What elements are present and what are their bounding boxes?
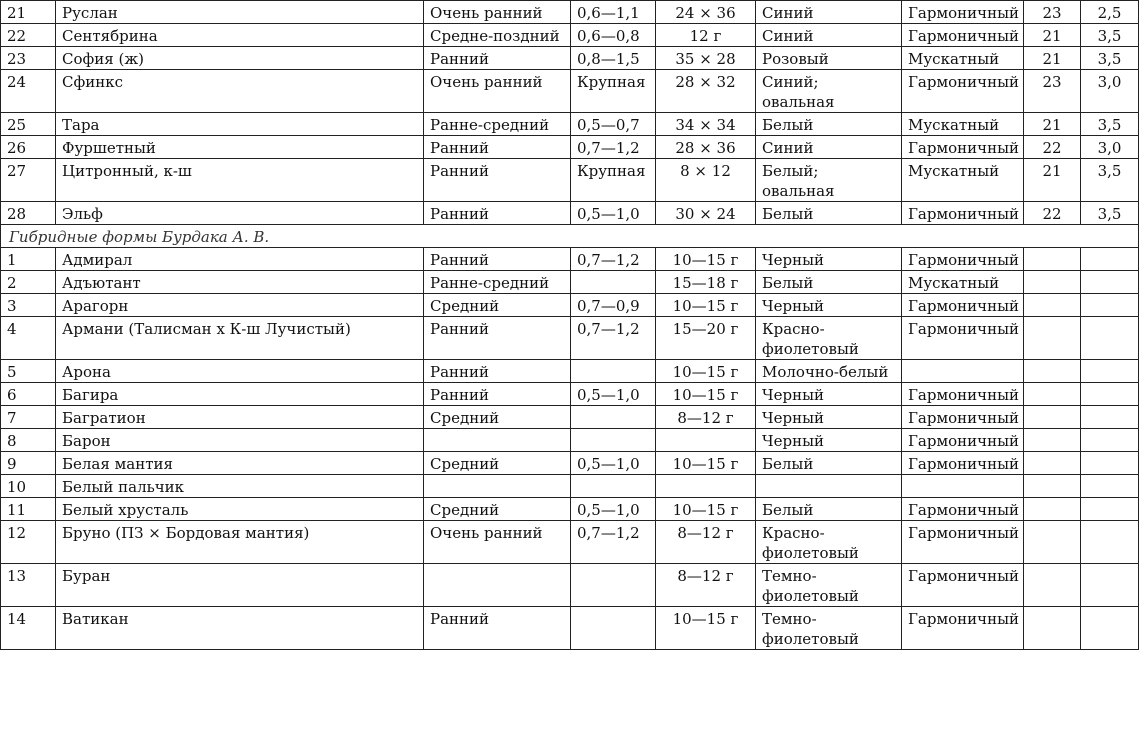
- variety-name-cell: Цитронный, к-ш: [56, 159, 424, 202]
- bunch-mass-cell: 0,5—1,0: [571, 383, 656, 406]
- berry-color-cell: Черный: [756, 248, 902, 271]
- value-b-cell: [1081, 294, 1139, 317]
- row-number-cell: 1: [1, 248, 56, 271]
- variety-name-cell: Сфинкс: [56, 70, 424, 113]
- value-b-cell: [1081, 498, 1139, 521]
- taste-cell: Гармоничный: [902, 1, 1024, 24]
- berry-color-cell: Синий; овальная: [756, 70, 902, 113]
- value-a-cell: [1024, 383, 1081, 406]
- table-row: [1, 159, 1139, 202]
- berry-size-cell: 8—12 г: [656, 521, 756, 564]
- berry-size-cell: 28 × 32: [656, 70, 756, 113]
- taste-cell: Гармоничный: [902, 136, 1024, 159]
- taste-cell: [902, 475, 1024, 498]
- value-b-cell: 3,0: [1081, 70, 1139, 113]
- value-b-cell: 3,0: [1081, 136, 1139, 159]
- table-row: [1, 271, 1139, 294]
- row-number-cell: 6: [1, 383, 56, 406]
- variety-name-cell: София (ж): [56, 47, 424, 70]
- berry-size-cell: 30 × 24: [656, 202, 756, 225]
- value-b-cell: [1081, 521, 1139, 564]
- table-row: [1, 360, 1139, 383]
- value-a-cell: 22: [1024, 202, 1081, 225]
- value-a-cell: [1024, 406, 1081, 429]
- row-number-cell: 9: [1, 452, 56, 475]
- table-row: [1, 498, 1139, 521]
- value-b-cell: 3,5: [1081, 159, 1139, 202]
- berry-color-cell: Темно-фиолетовый: [756, 607, 902, 650]
- ripening-term-cell: Ранний: [424, 607, 571, 650]
- ripening-term-cell: Ранний: [424, 136, 571, 159]
- berry-color-cell: Черный: [756, 406, 902, 429]
- value-b-cell: 3,5: [1081, 24, 1139, 47]
- value-b-cell: 2,5: [1081, 1, 1139, 24]
- bunch-mass-cell: Крупная: [571, 159, 656, 202]
- value-a-cell: [1024, 475, 1081, 498]
- value-b-cell: [1081, 271, 1139, 294]
- table-row: [1, 202, 1139, 225]
- table-row: [1, 136, 1139, 159]
- variety-name-cell: Адмирал: [56, 248, 424, 271]
- row-number-cell: 14: [1, 607, 56, 650]
- ripening-term-cell: Ранний: [424, 317, 571, 360]
- berry-size-cell: 10—15 г: [656, 607, 756, 650]
- row-number-cell: 12: [1, 521, 56, 564]
- variety-name-cell: Эльф: [56, 202, 424, 225]
- table-row: [1, 1, 1139, 24]
- taste-cell: Гармоничный: [902, 607, 1024, 650]
- ripening-term-cell: Средне-поздний: [424, 24, 571, 47]
- value-a-cell: [1024, 294, 1081, 317]
- value-b-cell: [1081, 429, 1139, 452]
- berry-size-cell: 12 г: [656, 24, 756, 47]
- ripening-term-cell: Ранний: [424, 360, 571, 383]
- table-row: [1, 113, 1139, 136]
- table-row: [1, 564, 1139, 607]
- variety-name-cell: Багратион: [56, 406, 424, 429]
- row-number-cell: 25: [1, 113, 56, 136]
- ripening-term-cell: Средний: [424, 452, 571, 475]
- bunch-mass-cell: 0,7—1,2: [571, 521, 656, 564]
- value-a-cell: [1024, 564, 1081, 607]
- ripening-term-cell: Ранний: [424, 47, 571, 70]
- bunch-mass-cell: 0,5—1,0: [571, 202, 656, 225]
- row-number-cell: 22: [1, 24, 56, 47]
- berry-size-cell: 10—15 г: [656, 383, 756, 406]
- table-row: [1, 452, 1139, 475]
- bunch-mass-cell: 0,5—0,7: [571, 113, 656, 136]
- berry-color-cell: Белый; овальная: [756, 159, 902, 202]
- row-number-cell: 21: [1, 1, 56, 24]
- taste-cell: Гармоничный: [902, 452, 1024, 475]
- variety-name-cell: Белый хрусталь: [56, 498, 424, 521]
- variety-name-cell: Белая мантия: [56, 452, 424, 475]
- berry-color-cell: Синий: [756, 136, 902, 159]
- variety-name-cell: Арона: [56, 360, 424, 383]
- variety-name-cell: Тара: [56, 113, 424, 136]
- value-a-cell: [1024, 317, 1081, 360]
- row-number-cell: 27: [1, 159, 56, 202]
- variety-name-cell: Адъютант: [56, 271, 424, 294]
- berry-color-cell: Розовый: [756, 47, 902, 70]
- bunch-mass-cell: [571, 406, 656, 429]
- value-a-cell: 21: [1024, 159, 1081, 202]
- table-row: [1, 383, 1139, 406]
- berry-size-cell: 24 × 36: [656, 1, 756, 24]
- variety-name-cell: Бруно (ПЗ × Бордовая мантия): [56, 521, 424, 564]
- bunch-mass-cell: 0,5—1,0: [571, 498, 656, 521]
- table-row: [1, 406, 1139, 429]
- taste-cell: [902, 360, 1024, 383]
- table-row: [1, 248, 1139, 271]
- berry-size-cell: 10—15 г: [656, 360, 756, 383]
- berry-size-cell: 34 × 34: [656, 113, 756, 136]
- bunch-mass-cell: 0,7—0,9: [571, 294, 656, 317]
- value-b-cell: 3,5: [1081, 113, 1139, 136]
- ripening-term-cell: Очень ранний: [424, 521, 571, 564]
- bunch-mass-cell: [571, 360, 656, 383]
- table-row: [1, 24, 1139, 47]
- variety-name-cell: Фуршетный: [56, 136, 424, 159]
- taste-cell: Гармоничный: [902, 406, 1024, 429]
- variety-name-cell: Ватикан: [56, 607, 424, 650]
- taste-cell: Гармоничный: [902, 294, 1024, 317]
- ripening-term-cell: Ранний: [424, 383, 571, 406]
- value-a-cell: [1024, 429, 1081, 452]
- value-a-cell: [1024, 248, 1081, 271]
- variety-name-cell: Багира: [56, 383, 424, 406]
- berry-color-cell: Белый: [756, 498, 902, 521]
- berry-size-cell: [656, 429, 756, 452]
- bunch-mass-cell: 0,7—1,2: [571, 136, 656, 159]
- taste-cell: Гармоничный: [902, 317, 1024, 360]
- value-b-cell: [1081, 452, 1139, 475]
- bunch-mass-cell: [571, 607, 656, 650]
- taste-cell: Гармоничный: [902, 202, 1024, 225]
- variety-name-cell: Армани (Талисман х К-ш Лучистый): [56, 317, 424, 360]
- taste-cell: Гармоничный: [902, 521, 1024, 564]
- row-number-cell: 3: [1, 294, 56, 317]
- bunch-mass-cell: 0,7—1,2: [571, 317, 656, 360]
- table-row: [1, 429, 1139, 452]
- row-number-cell: 13: [1, 564, 56, 607]
- variety-name-cell: Белый пальчик: [56, 475, 424, 498]
- ripening-term-cell: [424, 564, 571, 607]
- berry-size-cell: 28 × 36: [656, 136, 756, 159]
- berry-color-cell: Белый: [756, 113, 902, 136]
- berry-size-cell: 10—15 г: [656, 294, 756, 317]
- bunch-mass-cell: 0,5—1,0: [571, 452, 656, 475]
- row-number-cell: 2: [1, 271, 56, 294]
- ripening-term-cell: Ранне-средний: [424, 271, 571, 294]
- value-a-cell: 21: [1024, 24, 1081, 47]
- berry-color-cell: [756, 475, 902, 498]
- berry-color-cell: Черный: [756, 429, 902, 452]
- ripening-term-cell: Средний: [424, 294, 571, 317]
- taste-cell: Мускатный: [902, 159, 1024, 202]
- berry-color-cell: Синий: [756, 1, 902, 24]
- table-row: [1, 521, 1139, 564]
- value-a-cell: 22: [1024, 136, 1081, 159]
- value-b-cell: [1081, 475, 1139, 498]
- berry-color-cell: Синий: [756, 24, 902, 47]
- variety-name-cell: Руслан: [56, 1, 424, 24]
- ripening-term-cell: [424, 475, 571, 498]
- ripening-term-cell: Ранне-средний: [424, 113, 571, 136]
- berry-size-cell: 8—12 г: [656, 564, 756, 607]
- section-title: Гибридные формы Бурдака А. В.: [1, 225, 1139, 248]
- taste-cell: Гармоничный: [902, 383, 1024, 406]
- row-number-cell: 28: [1, 202, 56, 225]
- berry-size-cell: 10—15 г: [656, 248, 756, 271]
- berry-color-cell: Белый: [756, 271, 902, 294]
- value-a-cell: [1024, 498, 1081, 521]
- taste-cell: Гармоничный: [902, 564, 1024, 607]
- value-a-cell: [1024, 360, 1081, 383]
- table-row: [1, 47, 1139, 70]
- berry-color-cell: Белый: [756, 452, 902, 475]
- bunch-mass-cell: 0,6—1,1: [571, 1, 656, 24]
- value-a-cell: [1024, 607, 1081, 650]
- taste-cell: Мускатный: [902, 113, 1024, 136]
- table-row: [1, 317, 1139, 360]
- bunch-mass-cell: Крупная: [571, 70, 656, 113]
- value-b-cell: 3,5: [1081, 202, 1139, 225]
- variety-name-cell: Арагорн: [56, 294, 424, 317]
- section-row: [1, 225, 1139, 248]
- berry-size-cell: 35 × 28: [656, 47, 756, 70]
- berry-size-cell: 8—12 г: [656, 406, 756, 429]
- row-number-cell: 5: [1, 360, 56, 383]
- value-b-cell: [1081, 564, 1139, 607]
- ripening-term-cell: Ранний: [424, 248, 571, 271]
- table-row: [1, 70, 1139, 113]
- bunch-mass-cell: [571, 271, 656, 294]
- row-number-cell: 23: [1, 47, 56, 70]
- taste-cell: Мускатный: [902, 47, 1024, 70]
- value-a-cell: 23: [1024, 1, 1081, 24]
- variety-name-cell: Буран: [56, 564, 424, 607]
- variety-name-cell: Барон: [56, 429, 424, 452]
- taste-cell: Гармоничный: [902, 24, 1024, 47]
- berry-color-cell: Молочно-белый: [756, 360, 902, 383]
- row-number-cell: 8: [1, 429, 56, 452]
- value-b-cell: [1081, 383, 1139, 406]
- value-a-cell: 23: [1024, 70, 1081, 113]
- bunch-mass-cell: 0,6—0,8: [571, 24, 656, 47]
- berry-color-cell: Черный: [756, 294, 902, 317]
- bunch-mass-cell: [571, 564, 656, 607]
- row-number-cell: 11: [1, 498, 56, 521]
- taste-cell: Гармоничный: [902, 429, 1024, 452]
- berry-size-cell: 15—20 г: [656, 317, 756, 360]
- bunch-mass-cell: 0,8—1,5: [571, 47, 656, 70]
- bunch-mass-cell: [571, 475, 656, 498]
- value-a-cell: 21: [1024, 113, 1081, 136]
- value-b-cell: [1081, 607, 1139, 650]
- value-a-cell: [1024, 271, 1081, 294]
- ripening-term-cell: Очень ранний: [424, 1, 571, 24]
- ripening-term-cell: [424, 429, 571, 452]
- berry-color-cell: Красно-фиолетовый: [756, 317, 902, 360]
- value-a-cell: 21: [1024, 47, 1081, 70]
- variety-name-cell: Сентябрина: [56, 24, 424, 47]
- berry-color-cell: Черный: [756, 383, 902, 406]
- taste-cell: Гармоничный: [902, 70, 1024, 113]
- berry-size-cell: 10—15 г: [656, 452, 756, 475]
- row-number-cell: 24: [1, 70, 56, 113]
- value-a-cell: [1024, 452, 1081, 475]
- ripening-term-cell: Ранний: [424, 202, 571, 225]
- taste-cell: Гармоничный: [902, 248, 1024, 271]
- value-a-cell: [1024, 521, 1081, 564]
- value-b-cell: [1081, 248, 1139, 271]
- bunch-mass-cell: [571, 429, 656, 452]
- value-b-cell: [1081, 360, 1139, 383]
- berry-color-cell: Белый: [756, 202, 902, 225]
- ripening-term-cell: Очень ранний: [424, 70, 571, 113]
- ripening-term-cell: Ранний: [424, 159, 571, 202]
- berry-size-cell: 8 × 12: [656, 159, 756, 202]
- berry-size-cell: 15—18 г: [656, 271, 756, 294]
- value-b-cell: [1081, 317, 1139, 360]
- table-body: [1, 1, 1139, 650]
- value-b-cell: [1081, 406, 1139, 429]
- ripening-term-cell: Средний: [424, 406, 571, 429]
- berry-color-cell: Темно-фиолетовый: [756, 564, 902, 607]
- row-number-cell: 10: [1, 475, 56, 498]
- taste-cell: Мускатный: [902, 271, 1024, 294]
- row-number-cell: 7: [1, 406, 56, 429]
- taste-cell: Гармоничный: [902, 498, 1024, 521]
- bunch-mass-cell: 0,7—1,2: [571, 248, 656, 271]
- berry-size-cell: 10—15 г: [656, 498, 756, 521]
- berry-size-cell: [656, 475, 756, 498]
- table-row: [1, 475, 1139, 498]
- value-b-cell: 3,5: [1081, 47, 1139, 70]
- table-row: [1, 294, 1139, 317]
- table-row: [1, 607, 1139, 650]
- row-number-cell: 26: [1, 136, 56, 159]
- ripening-term-cell: Средний: [424, 498, 571, 521]
- berry-color-cell: Красно-фиолетовый: [756, 521, 902, 564]
- row-number-cell: 4: [1, 317, 56, 360]
